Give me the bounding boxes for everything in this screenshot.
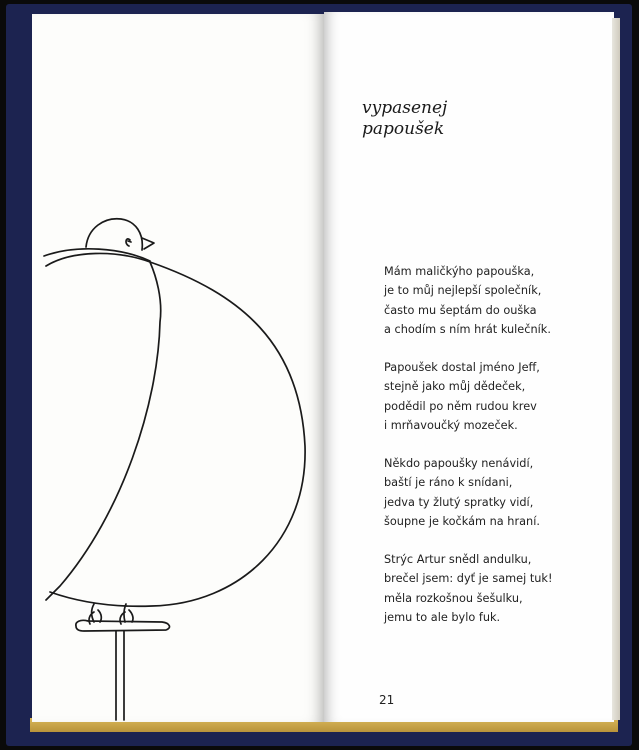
poem-line: podědil po něm rudou krev [384, 399, 537, 413]
stanza-3 [384, 454, 540, 532]
poem-line: jedva ty žlutý spratky vidí, [384, 495, 534, 509]
poem-line: brečel jsem: dyť je samej tuk! [384, 572, 553, 586]
poem-line: Strýc Artur snědl andulku, [384, 553, 532, 566]
fat-parrot-on-perch-drawing [32, 14, 324, 722]
stanza-1 [384, 262, 551, 340]
poem-line: je to můj nejlepší společník, [384, 284, 542, 298]
page-number: 21 [379, 693, 395, 707]
poem-line: často mu šeptám do ouška [384, 303, 537, 317]
poem-line: Mám maličkýho papouška, [384, 265, 535, 278]
poem-line: Papoušek dostal jméno Jeff, [384, 361, 540, 374]
poem-line: a chodím s ním hrát kulečník. [384, 323, 551, 337]
parrot-head [86, 219, 142, 250]
parrot-wing-outline [46, 262, 161, 600]
poem-line: stejně jako můj dědeček, [384, 380, 526, 394]
poem-line: baští je ráno k snídani, [384, 476, 513, 490]
parrot-beak-icon [142, 238, 154, 249]
poem-line: i mrňavoučký mozeček. [384, 419, 518, 433]
perch-pole [116, 631, 124, 720]
poem-title [362, 98, 447, 140]
page-stack-edge [612, 18, 620, 720]
poem-line: jemu to ale bylo fuk. [384, 611, 501, 625]
poem-title-line-2: papoušek [362, 119, 445, 139]
poem-line: měla rozkošnou šešulku, [384, 591, 523, 605]
stanza-2 [384, 358, 540, 436]
stanza-4 [384, 550, 553, 628]
poem-title-line-1: vypasenej [362, 98, 448, 118]
poem-line: šoupne je kočkám na hraní. [384, 515, 540, 529]
poem-line: Někdo papoušky nenávidí, [384, 457, 534, 470]
parrot-eye-icon [126, 239, 131, 246]
